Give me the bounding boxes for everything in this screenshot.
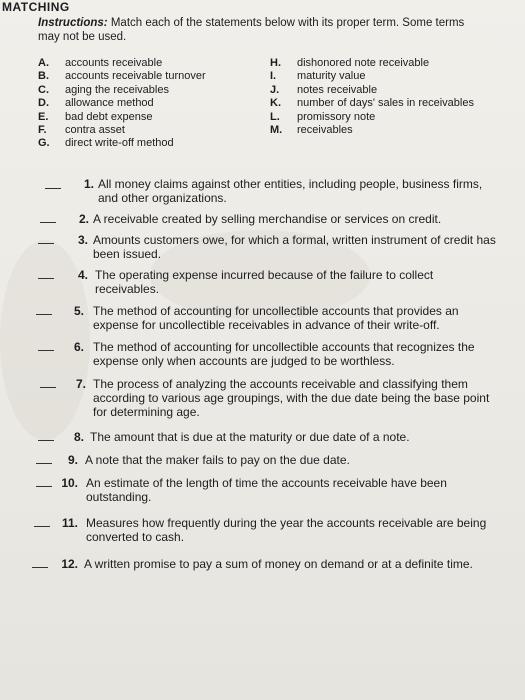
instructions-text: Match each of the statements below with its proper term. Some terms may not be used. <box>38 17 465 43</box>
term-letter: A. <box>38 57 49 69</box>
term-text: accounts receivable turnover <box>65 70 206 83</box>
term-letter: B. <box>38 70 49 83</box>
answer-blank[interactable] <box>36 314 52 315</box>
statement-number: 7. <box>75 377 86 391</box>
term-text: promissory note <box>297 110 376 123</box>
statement-text: A note that the maker fails to pay on the due date. <box>85 453 350 467</box>
answer-blank[interactable] <box>38 278 54 279</box>
statement-text: The process of analyzing the accounts receivable and classifying them according to various age groupings, with the due date being the base point for determining age. <box>93 377 490 419</box>
term-letter: F. <box>38 124 47 137</box>
term-letter: J. <box>270 83 280 96</box>
instructions <box>38 16 478 44</box>
statement-number: 8. <box>73 430 84 444</box>
instructions-label: Instructions: <box>38 17 108 29</box>
term-letter: C. <box>38 83 49 96</box>
term-text: aging the receivables <box>65 83 169 96</box>
answer-blank[interactable] <box>36 486 52 487</box>
term-letter: G. <box>38 137 50 150</box>
term-text: notes receivable <box>297 83 378 96</box>
terms-column-left <box>38 57 263 151</box>
statement-number: 6. <box>73 340 84 354</box>
answer-blank[interactable] <box>36 463 52 464</box>
term-text: contra asset <box>65 124 125 137</box>
answer-blank[interactable] <box>40 387 56 388</box>
term-item <box>38 57 263 70</box>
statement-text: All money claims against other entities, including people, business firms, and other organizations. <box>98 177 483 205</box>
statement-text: The amount that is due at the maturity or due date of a note. <box>90 430 410 444</box>
section-heading: MATCHING <box>2 0 70 14</box>
statement-text: An estimate of the length of time the accounts receivable have been outstanding. <box>86 476 447 504</box>
term-item <box>270 70 490 83</box>
statement-text: The operating expense incurred because of the failure to collect receivables. <box>95 268 434 296</box>
statement-text: The method of accounting for uncollectible accounts that recognizes the expense only when accounts are judged to be worthless. <box>93 340 475 368</box>
answer-blank[interactable] <box>38 350 54 351</box>
statement-number: 12. <box>61 557 78 571</box>
term-item <box>38 137 263 150</box>
term-text: direct write-off method <box>65 137 174 150</box>
statement-text: A written promise to pay a sum of money on demand or at a definite time. <box>84 557 473 571</box>
term-text: receivables <box>297 124 353 137</box>
term-text: dishonored note receivable <box>297 57 430 69</box>
term-text: number of days' sales in receivables <box>297 97 474 110</box>
answer-blank[interactable] <box>38 243 54 244</box>
statement-text: A receivable created by selling merchandise or services on credit. <box>93 212 442 226</box>
term-text: allowance method <box>65 97 154 110</box>
term-item <box>270 84 490 97</box>
answer-blank[interactable] <box>34 526 50 527</box>
term-item <box>38 70 263 83</box>
term-item <box>38 97 263 110</box>
statement-number: 4. <box>77 268 88 282</box>
statement-text: Measures how frequently during the year the accounts receivable are being converted to cash. <box>86 516 487 544</box>
term-letter: K. <box>270 97 281 110</box>
statement-number: 5. <box>73 304 84 318</box>
statement-text: Amounts customers owe, for which a formal, written instrument of credit has been issued. <box>93 233 496 261</box>
term-item <box>270 111 490 124</box>
term-letter: D. <box>38 97 49 110</box>
term-item <box>38 111 263 124</box>
term-item <box>270 124 490 137</box>
term-text: maturity value <box>297 70 366 83</box>
term-item <box>38 84 263 97</box>
term-letter: M. <box>270 124 283 137</box>
term-item <box>38 124 263 137</box>
term-letter: I. <box>270 70 277 83</box>
statement-number: 9. <box>67 453 78 467</box>
statement-number: 10. <box>61 476 78 490</box>
term-letter: H. <box>270 57 281 69</box>
terms-column-right <box>270 57 490 137</box>
term-text: accounts receivable <box>65 57 163 69</box>
term-item <box>270 57 490 70</box>
statement-number: 3. <box>77 233 88 247</box>
statement-number: 1. <box>83 177 94 191</box>
answer-blank[interactable] <box>45 188 61 189</box>
term-item <box>270 97 490 110</box>
term-letter: L. <box>270 110 280 123</box>
term-text: bad debt expense <box>65 110 153 123</box>
answer-blank[interactable] <box>38 440 54 441</box>
statement-text: The method of accounting for uncollectible accounts that provides an expense for uncollectible receivables in advance of their write-off. <box>93 304 459 332</box>
statement-number: 2. <box>78 212 89 226</box>
statement-number: 11. <box>61 516 78 530</box>
answer-blank[interactable] <box>32 567 48 568</box>
answer-blank[interactable] <box>40 222 56 223</box>
term-letter: E. <box>38 110 49 123</box>
